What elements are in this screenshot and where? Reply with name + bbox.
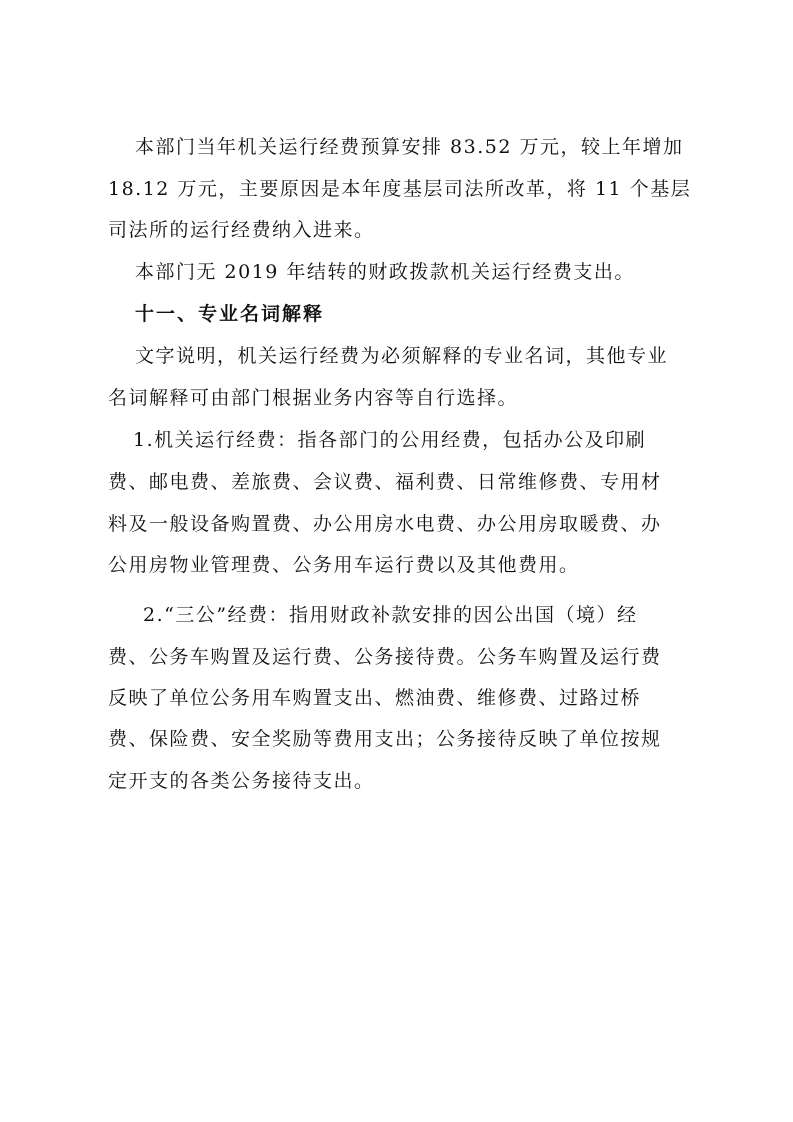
- item-2-line-1: 2.“三公”经费：指用财政补款安排的因公出国（境）经: [143, 604, 638, 626]
- paragraph-1-line-2: 18.12 万元，主要原因是本年度基层司法所改革，将 11 个基层: [108, 178, 692, 200]
- paragraph-2-line-1: 本部门无 2019 年结转的财政拨款机关运行经费支出。: [135, 261, 635, 283]
- item-1-line-2: 费、邮电费、差旅费、会议费、福利费、日常维修费、专用材: [108, 471, 662, 493]
- item-1-line-4: 公用房物业管理费、公务用车运行费以及其他费用。: [108, 554, 580, 576]
- section-heading: 十一、专业名词解释: [135, 303, 325, 325]
- item-2-line-4: 费、保险费、安全奖励等费用支出；公务接待反映了单位按规: [108, 728, 662, 750]
- paragraph-3-line-1: 文字说明，机关运行经费为必须解释的专业名词，其他专业: [135, 345, 669, 367]
- paragraph-3-line-2: 名词解释可由部门根据业务内容等自行选择。: [108, 387, 519, 409]
- item-1-line-3: 料及一般设备购置费、办公用房水电费、办公用房取暖费、办: [108, 513, 662, 535]
- item-2-line-3: 反映了单位公务用车购置支出、燃油费、维修费、过路过桥: [108, 687, 642, 709]
- item-1-line-1: 1.机关运行经费：指各部门的公用经费，包括办公及印刷: [133, 429, 647, 451]
- paragraph-1-line-3: 司法所的运行经费纳入进来。: [108, 219, 375, 241]
- item-2-line-5: 定开支的各类公务接待支出。: [108, 770, 375, 792]
- paragraph-1-line-1: 本部门当年机关运行经费预算安排 83.52 万元，较上年增加: [135, 136, 684, 158]
- item-2-line-2: 费、公务车购置及运行费、公务接待费。公务车购置及运行费: [108, 646, 662, 668]
